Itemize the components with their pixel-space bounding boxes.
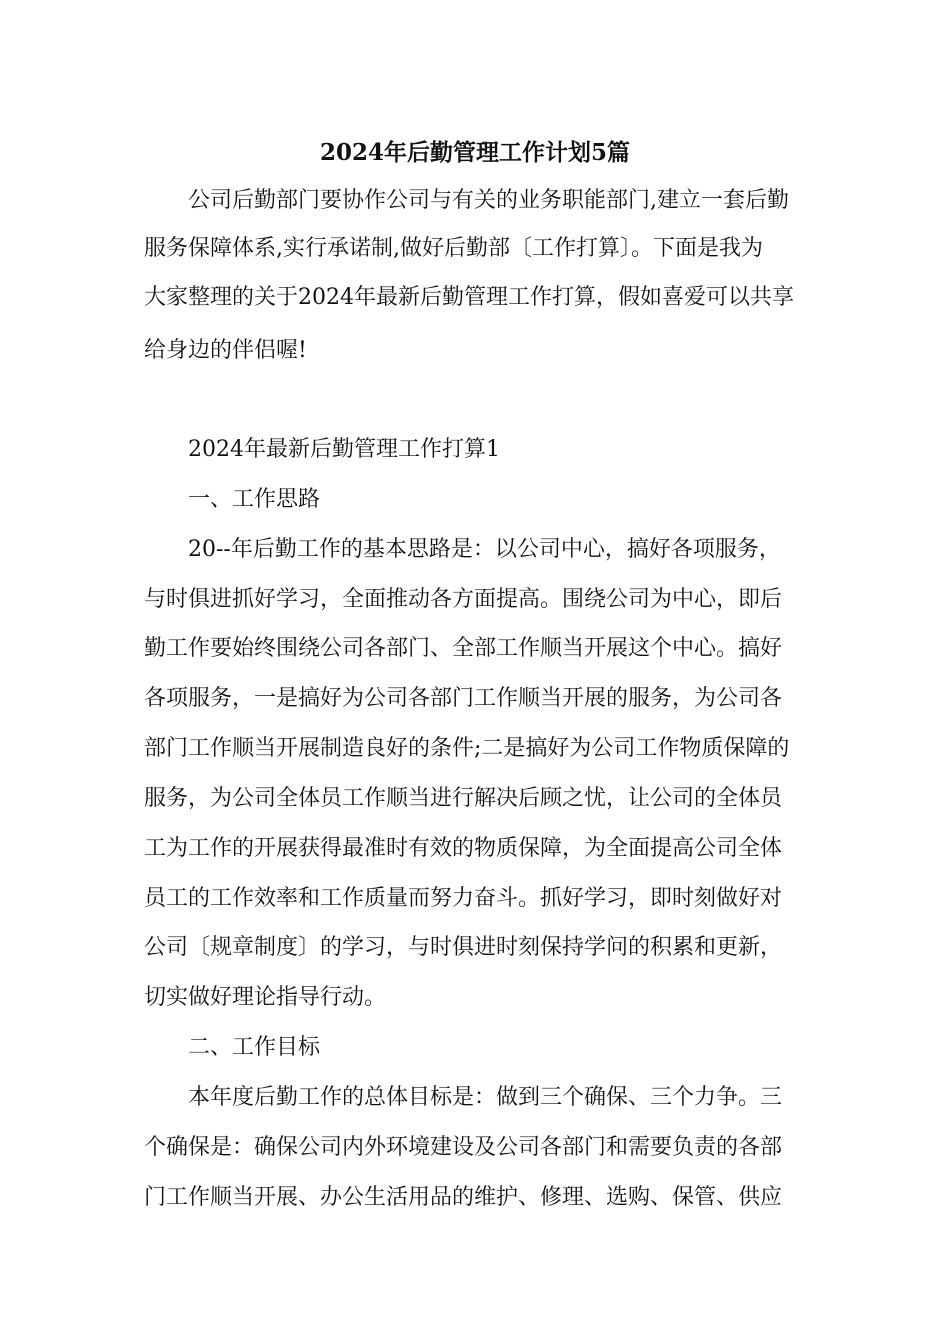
part2-line: 本年度后勤工作的总体目标是：做到三个确保、三个力争。三 xyxy=(188,1085,783,1110)
part2-line: 门工作顺当开展、办公生活用品的维护、修理、选购、保管、供应 xyxy=(144,1185,783,1210)
document-title: 2024年后勤管理工作计划5篇 xyxy=(319,139,631,166)
part1-line: 员工的工作效率和工作质量而努力奋斗。抓好学习，即时刻做好对 xyxy=(144,886,783,911)
intro-line: 大家整理的关于2024年最新后勤管理工作打算，假如喜爱可以共享 xyxy=(144,285,794,310)
intro-line: 服务保障体系,实行承诺制,做好后勤部〔工作打算〕。下面是我为 xyxy=(144,236,763,261)
intro-line: 给身边的伴侣喔! xyxy=(144,338,307,363)
part2-line: 个确保是：确保公司内外环境建设及公司各部门和需要负责的各部 xyxy=(144,1135,783,1160)
intro-line: 公司后勤部门要协作公司与有关的业务职能部门,建立一套后勤 xyxy=(188,188,789,213)
section-heading: 2024年最新后勤管理工作打算1 xyxy=(188,437,500,462)
part1-line: 勤工作要始终围绕公司各部门、全部工作顺当开展这个中心。搞好 xyxy=(144,636,783,661)
part1-line: 各项服务，一是搞好为公司各部门工作顺当开展的服务，为公司各 xyxy=(144,686,783,711)
part1-line: 公司〔规章制度〕的学习，与时俱进时刻保持学问的积累和更新， xyxy=(144,935,783,960)
part1-heading: 一、工作思路 xyxy=(188,487,321,512)
part1-line: 服务，为公司全体员工作顺当进行解决后顾之忧，让公司的全体员 xyxy=(144,786,783,811)
part1-line: 部门工作顺当开展制造良好的条件;二是搞好为公司工作物质保障的 xyxy=(144,736,790,761)
part2-heading: 二、工作目标 xyxy=(188,1035,321,1060)
part1-line: 20--年后勤工作的基本思路是：以公司中心，搞好各项服务， xyxy=(188,537,781,562)
part1-line: 切实做好理论指导行动。 xyxy=(144,985,387,1010)
part1-line: 与时俱进抓好学习，全面推动各方面提高。围绕公司为中心，即后 xyxy=(144,587,783,612)
part1-line: 工为工作的开展获得最准时有效的物质保障，为全面提高公司全体 xyxy=(144,836,783,861)
